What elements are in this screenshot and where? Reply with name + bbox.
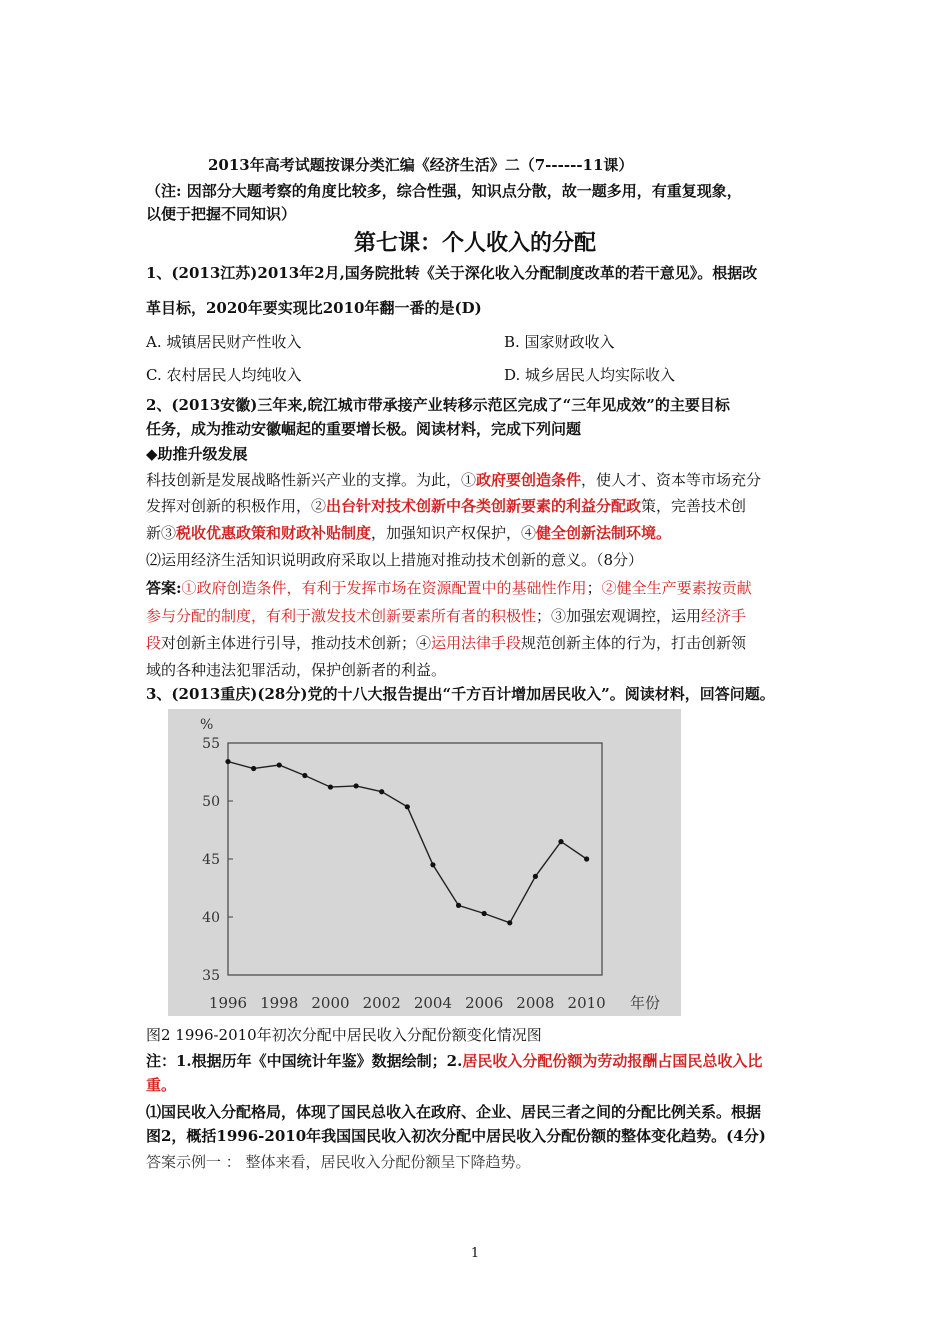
- x-ticks: [209, 994, 606, 1012]
- data-point: [533, 874, 538, 879]
- note-line-2: 以便于把握不同知识）: [146, 205, 297, 223]
- y-tick-label: 50: [202, 794, 220, 810]
- q2-m3-mid: ，加强知识产权保护，④: [371, 524, 537, 542]
- data-point: [507, 920, 512, 925]
- y-axis-label: %: [200, 717, 214, 733]
- y-tick-label: 45: [202, 852, 220, 868]
- q2-m3-red-1: 税收优惠政策和财政补贴制度: [176, 524, 372, 542]
- y-tick-label: 55: [202, 736, 220, 752]
- q2-a3-red: 段: [146, 634, 162, 652]
- q2-answer-label: 答案:: [146, 579, 182, 597]
- q3-note-line-2: 重。: [146, 1076, 177, 1094]
- q1-line-1: 1、(2013江苏)2013年2月,国务院批转《关于深化收入分配制度改革的若干意见》。根据改: [146, 264, 758, 282]
- x-tick-label: 2002: [362, 994, 401, 1012]
- x-tick-label: 1998: [260, 994, 299, 1012]
- data-point: [225, 759, 230, 764]
- q1-option-a: A. 城镇居民财产性收入: [146, 333, 302, 351]
- q2-a3-mid: 对创新主体进行引导，推动技术创新；④: [161, 634, 432, 652]
- q2-answer-line-4: 域的各种违法犯罪活动，保护创新者的利益。: [146, 661, 447, 679]
- y-tick-label: 40: [202, 910, 220, 926]
- q3-sub1-line-1: ⑴国民收入分配格局，体现了国民总收入在政府、企业、居民三者之间的分配比例关系。根据: [146, 1103, 762, 1121]
- x-tick-label: 2000: [311, 994, 350, 1012]
- x-tick-label: 2008: [516, 994, 555, 1012]
- data-point: [302, 773, 307, 778]
- q2-a1-red-2: ②健全生产要素按贡献: [601, 579, 752, 597]
- x-tick-label: 1996: [208, 994, 248, 1012]
- q2-a1-sep: ；: [586, 579, 602, 597]
- q2-material-line-2: [146, 495, 746, 517]
- q2-question: ⑵运用经济生活知识说明政府采取以上措施对推动技术创新的意义。（8分）: [146, 551, 644, 569]
- data-point: [482, 911, 487, 916]
- q1-line-2: 革目标，2020年要实现比2010年翻一番的是(D): [146, 299, 482, 317]
- q1-option-b: B. 国家财政收入: [504, 333, 615, 351]
- q2-m3-text: 新③: [146, 524, 177, 542]
- q2-a3-tail: 规范创新主体的行为，打击创新领: [521, 634, 747, 652]
- plot-frame: [228, 743, 602, 975]
- x-axis-label: 年份: [630, 994, 661, 1012]
- data-point: [353, 783, 358, 788]
- q2-answer-line-3: [146, 632, 746, 654]
- q3-note-line-1: [146, 1050, 762, 1072]
- q2-answer-line-1: [146, 577, 752, 599]
- q2-m2-red: 出台针对技术创新中各类创新要素的利益分配政: [326, 497, 642, 515]
- q2-a2-red-2: 经济手: [701, 607, 747, 625]
- y-tick-label: 35: [202, 968, 220, 984]
- q3-note-red: 居民收入分配份额为劳动报酬占国民总收入比: [462, 1052, 763, 1070]
- figure-caption: 图2 1996-2010年初次分配中居民收入分配份额变化情况图: [146, 1026, 542, 1044]
- q2-m2-tail: 策，完善技术创: [641, 497, 747, 515]
- q2-line-2: 任务，成为推动安徽崛起的重要增长极。阅读材料，完成下列问题: [146, 420, 582, 438]
- q2-material-line-3: [146, 522, 671, 544]
- q2-m2-text: 发挥对创新的积极作用，②: [146, 497, 327, 515]
- doc-title: 2013年高考试题按课分类汇编《经济生活》二（7------11课）: [208, 156, 634, 174]
- q2-m1-tail: ，使人才、资本等市场充分: [581, 471, 762, 489]
- data-point: [405, 804, 410, 809]
- lesson-title: 第七课：个人收入的分配: [353, 230, 596, 256]
- chart-svg: [168, 709, 681, 1016]
- line-chart: [168, 709, 681, 1016]
- q3-note-text: 注：1.根据历年《中国统计年鉴》数据绘制；2.: [146, 1052, 463, 1070]
- q2-line-1: 2、(2013安徽)三年来,皖江城市带承接产业转移示范区完成了“三年见成效”的主要目标: [146, 396, 730, 414]
- data-point: [584, 856, 589, 861]
- data-point: [430, 862, 435, 867]
- q2-m3-red-2: 健全创新法制环境。: [536, 524, 672, 542]
- q2-m1-num: ①: [461, 471, 477, 489]
- q2-a2-tail: ；③加强宏观调控，运用: [536, 607, 702, 625]
- note-line-1: （注: 因部分大题考察的角度比较多，综合性强，知识点分散，故一题多用，有重复现象，: [146, 182, 742, 200]
- series-line: [228, 762, 587, 923]
- q2-section: ◆助推升级发展: [146, 445, 248, 463]
- data-point: [277, 762, 282, 767]
- data-points: [225, 759, 589, 925]
- data-point: [379, 789, 384, 794]
- q3-sub1-line-2: 图2，概括1996-2010年我国国民收入初次分配中居民收入分配份额的整体变化趋势。(4分): [146, 1127, 766, 1145]
- q2-a1-red: ①政府创造条件，有利于发挥市场在资源配置中的基础性作用: [181, 579, 587, 597]
- x-tick-label: 2004: [413, 994, 453, 1012]
- q2-answer-line-2: [146, 605, 746, 627]
- q1-option-c: C. 农村居民人均纯收入: [146, 366, 302, 384]
- q1-option-d: D. 城乡居民人均实际收入: [504, 366, 676, 384]
- x-tick-label: 2010: [567, 994, 606, 1012]
- data-point: [558, 839, 563, 844]
- data-point: [251, 766, 256, 771]
- x-tick-label: 2006: [465, 994, 504, 1012]
- q2-material-line-1: [146, 469, 761, 491]
- q2-a3-red-2: 运用法律手段: [431, 634, 522, 652]
- q3-line-1: 3、(2013重庆)(28分)党的十八大报告提出“千方百计增加居民收入”。阅读材料，回答问题。: [146, 685, 775, 703]
- data-point: [456, 903, 461, 908]
- data-point: [328, 784, 333, 789]
- q2-m1-red: 政府要创造条件: [476, 471, 582, 489]
- q3-answer: 答案示例一 ： 整体来看，居民收入分配份额呈下降趋势。: [146, 1153, 531, 1171]
- q2-a2-red: 参与分配的制度，有利于激发技术创新要素所有者的积极性: [146, 607, 537, 625]
- q2-m1-text: 科技创新是发展战略性新兴产业的支撑。为此，: [146, 471, 462, 489]
- page-number: 1: [470, 1246, 480, 1261]
